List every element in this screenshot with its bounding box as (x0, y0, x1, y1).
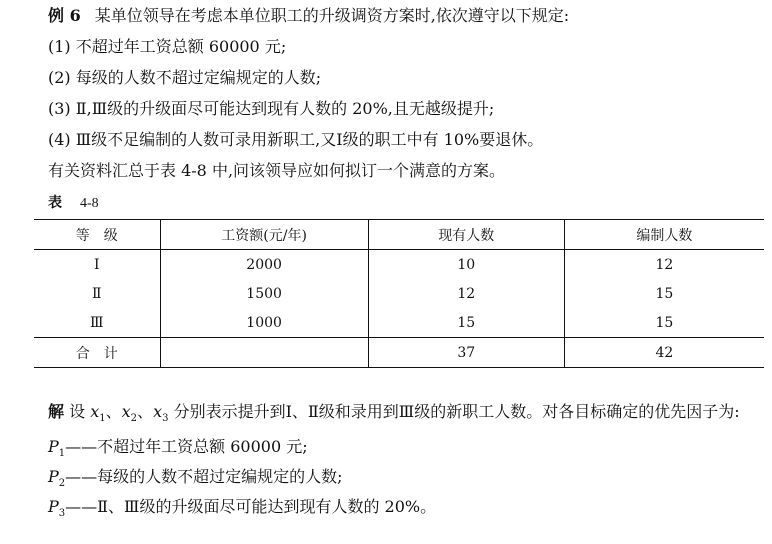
table-caption (48, 192, 99, 215)
table-total-row (34, 338, 764, 368)
cell-total-label: 合 计 (34, 338, 160, 368)
priority-symbol-3: $P_3$ (48, 497, 66, 520)
problem-label: 例 6 (48, 6, 81, 25)
rule-2: (2) 每级的人数不超过定编规定的人数; (48, 68, 322, 87)
cell-salary: 1500 (160, 279, 368, 308)
cell-salary: 2000 (160, 250, 368, 280)
problem-intro-line (48, 4, 569, 28)
cell-total-salary (160, 338, 368, 368)
cell-total-current: 37 (368, 338, 564, 368)
header-salary: 工资额(元/年) (160, 220, 368, 250)
cell-total-quota: 42 (564, 338, 764, 368)
cell-grade: Ⅰ (94, 256, 100, 273)
cell-current-count: 15 (368, 308, 564, 338)
cell-quota-count: 12 (564, 250, 764, 280)
cell-current-count: 10 (368, 250, 564, 280)
problem-intro: 某单位领导在考虑本单位职工的升级调资方案时,依次遵守以下规定: (94, 6, 570, 25)
priority-line-3 (34, 492, 768, 522)
priority-text-2: ——每级的人数不超过定编规定的人数; (65, 467, 343, 487)
header-grade: 等 级 (34, 220, 160, 250)
cell-grade: Ⅲ (90, 314, 104, 331)
priority-symbol-1: $P_1$ (48, 437, 66, 460)
priority-text-3: ——Ⅱ、Ⅲ级的升级面尽可能达到现有人数的 20%。 (65, 497, 437, 517)
problem-summary: 有关资料汇总于表 4-8 中,问该领导应如何拟订一个满意的方案。 (48, 161, 506, 180)
solution-text-a: 设 (69, 402, 86, 421)
cell-salary: 1000 (160, 308, 368, 338)
solution-section (34, 398, 768, 522)
variable-x3: $x_3$ (153, 402, 169, 425)
priority-text-1: ——不超过年工资总额 60000 元; (65, 437, 308, 457)
cell-grade: Ⅱ (92, 285, 102, 302)
table-row (34, 308, 764, 338)
solution-paragraph: 解 设 $x_1$、$x_2$、$x_3$ 分别表示提升到Ⅰ、Ⅱ级和录用到Ⅲ级的新职工人数。对各目标确定的优先因子为: (48, 402, 740, 425)
cell-current-count: 12 (368, 279, 564, 308)
solution-label: 解 (48, 402, 65, 421)
table-caption-label: 表 (48, 195, 62, 211)
table-caption-number: 4-8 (80, 196, 99, 211)
cell-quota-count: 15 (564, 308, 764, 338)
salary-table (34, 219, 764, 368)
variable-x1: $x_1$ (90, 402, 106, 425)
priority-symbol-2: $P_2$ (48, 467, 66, 490)
rule-1: (1) 不超过年工资总额 60000 元; (48, 37, 287, 56)
header-current-count: 现有人数 (368, 220, 564, 250)
variable-x2: $x_2$ (121, 402, 138, 425)
header-quota-count: 编制人数 (564, 220, 764, 250)
table-row (34, 279, 764, 308)
rule-3: (3) Ⅱ,Ⅲ级的升级面尽可能达到现有人数的 20%,且无越级提升; (48, 99, 495, 118)
rule-4: (4) Ⅲ级不足编制的人数可录用新职工,又Ⅰ级的职工中有 10%要退休。 (48, 130, 544, 149)
cell-quota-count: 15 (564, 279, 764, 308)
table-row (34, 250, 764, 280)
solution-text-b: 分别表示提升到Ⅰ、Ⅱ级和录用到Ⅲ级的新职工人数。对各目标确定的优先因子为: (173, 402, 740, 421)
table-header-row (34, 220, 764, 250)
priority-line-1 (34, 432, 768, 462)
priority-line-2 (34, 462, 768, 492)
